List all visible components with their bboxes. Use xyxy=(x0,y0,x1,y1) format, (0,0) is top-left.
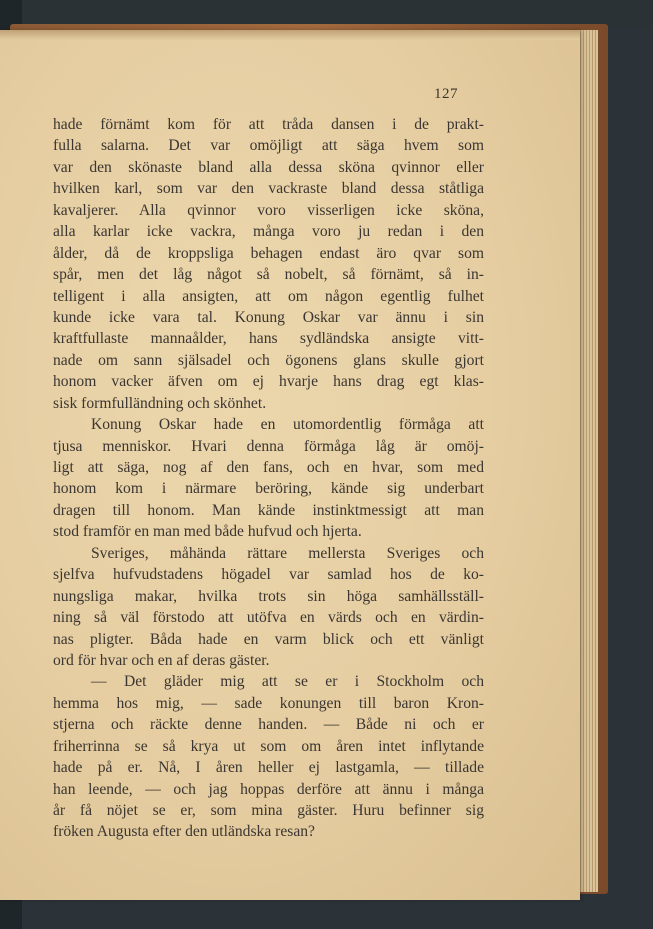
text-line: nungsliga makar, hvilka trots sin höga samhällsställ- xyxy=(53,587,484,605)
text-line: nas pligter. Båda hade en varm blick och ett vänligt xyxy=(53,630,484,648)
text-line: alla karlar icke vackra, många voro ju redan i den xyxy=(53,223,484,241)
text-line: ålder, då de kroppsliga behagen endast äro qvar som xyxy=(53,244,484,262)
text-line: Sveriges, måhända rättare mellersta Sveriges och xyxy=(91,544,484,562)
text-line: stod framför en man med både hufvud och hjerta. xyxy=(53,523,362,541)
text-line: ligt att säga, nog af den fans, och en hvar, som med xyxy=(53,459,484,476)
text-line: år få nöjet se er, som mina gäster. Huru befinner sig xyxy=(53,802,484,819)
text-line: — Det gläder mig att se er i Stockholm och xyxy=(91,673,484,691)
text-line: spår, men det låg något så nobelt, så förnämt, så in- xyxy=(53,266,484,284)
text-line: dragen till honom. Man kände instinktmessigt att man xyxy=(53,501,484,519)
text-line: hade förnämt kom för att tråda dansen i de prakt- xyxy=(53,116,484,133)
text-line: sisk formfulländning och skönhet. xyxy=(53,394,267,412)
text-line: kavaljerer. Alla qvinnor voro visserligen icke sköna, xyxy=(53,201,484,219)
text-line: sjelfva hufvudstadens högadel var samlad hos de ko- xyxy=(53,566,484,584)
text-line: hvilken karl, som var den vackraste bland dessa ståtliga xyxy=(53,180,484,198)
text-line: stjerna och räckte denne handen. — Både ni och er xyxy=(53,716,484,734)
text-line: fröken Augusta efter den utländska resan? xyxy=(53,823,315,841)
text-line: fulla salarna. Det var omöjligt att säga hvem som xyxy=(53,137,484,155)
text-line: telligent i alla ansigten, att om någon egentlig fulhet xyxy=(53,287,484,305)
text-line: hemma hos mig, — sade konungen till baron Kron- xyxy=(53,694,484,712)
page-body-text xyxy=(53,114,484,843)
page-number: 127 xyxy=(434,86,458,102)
text-line: honom kom i närmare beröring, kände sig underbart xyxy=(53,480,484,498)
text-line: ning så väl förstodo att utöfva en värds och en värdin- xyxy=(53,609,484,627)
text-line: honom vacker äfven om ej hvarje hans drag egt klas- xyxy=(53,373,484,391)
text-line: nade om sann själsadel och ögonens glans skulle gjort xyxy=(53,351,484,369)
page-top-edge xyxy=(0,30,580,40)
text-line: han leende, — och jag hoppas derföre att ännu i många xyxy=(53,780,484,798)
text-line: kunde icke vara tal. Konung Oskar var ännu i sin xyxy=(53,308,484,326)
text-line: ord för hvar och en af deras gäster. xyxy=(53,651,270,669)
text-line: tjusa menniskor. Hvari denna förmåga låg är omöj- xyxy=(53,437,484,455)
text-line: kraftfullaste mannaålder, hans sydländska ansigte vitt- xyxy=(53,330,484,348)
text-line: hade på er. Nå, I åren heller ej lastgamla, — tillade xyxy=(53,759,484,777)
text-line: Konung Oskar hade en utomordentlig förmåga att xyxy=(91,416,484,434)
text-line: var den skönaste bland alla dessa sköna qvinnor eller xyxy=(53,158,484,176)
text-line: friherrinna se så krya ut som om åren intet inflytande xyxy=(53,737,484,755)
